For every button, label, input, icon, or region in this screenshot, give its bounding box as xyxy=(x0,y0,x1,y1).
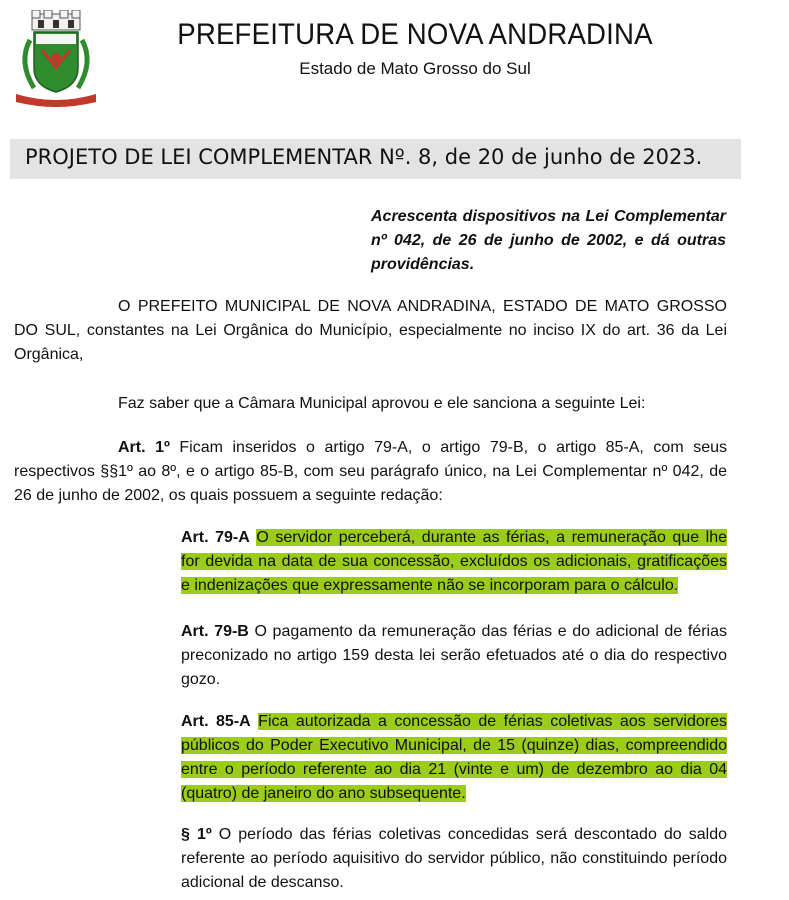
quoted-article-label: § 1º xyxy=(181,826,212,843)
preamble-paragraph xyxy=(14,295,727,367)
quoted-article-text: O pagamento da remuneração das férias e do adicional de férias preconizado no artigo 159 desta lei serão efetuados até o dia do respectivo gozo. xyxy=(181,623,727,688)
quoted-article-85a xyxy=(181,710,727,806)
state-subtitle: Estado de Mato Grosso do Sul xyxy=(299,59,531,78)
quoted-article-79a xyxy=(181,526,727,598)
ementa: Acrescenta dispositivos na Lei Complementar nº 042, de 26 de junho de 2002, e dá outras providências. xyxy=(371,208,726,273)
preamble-text: O PREFEITO MUNICIPAL DE NOVA ANDRADINA, ESTADO DE MATO GROSSO DO SUL, constantes na Lei Orgânica do Município, especialmente no inciso IX do art. 36 da Lei Orgânica, xyxy=(14,298,727,363)
article-1-label: Art. 1º xyxy=(118,439,170,456)
quoted-article-text: Fica autorizada a concessão de férias coletivas aos servidores públicos do Poder Executivo Municipal, de 15 (quinze) dias, compreendido entre o período referente ao dia 21 (vinte e um) de dezembro ao dia 04 (quatro) de janeiro do ano subsequente. xyxy=(181,713,727,802)
coat-of-arms-icon xyxy=(12,10,100,110)
quoted-paragraph-1 xyxy=(181,823,727,895)
quoted-article-label: Art. 79-A xyxy=(181,529,250,546)
quoted-article-text: O período das férias coletivas concedidas será descontado do saldo referente ao período aquisitivo do servidor público, não constituindo período adicional de descanso. xyxy=(181,826,727,891)
municipality-title: PREFEITURA DE NOVA ANDRADINA xyxy=(177,18,653,51)
article-1-paragraph xyxy=(14,436,727,508)
quoted-article-79b xyxy=(181,620,727,692)
quoted-article-label: Art. 79-B xyxy=(181,623,249,640)
quoted-article-label: Art. 85-A xyxy=(181,713,251,730)
coat-of-arms-logo xyxy=(12,10,100,110)
quoted-article-text: O servidor perceberá, durante as férias, a remuneração que lhe for devida na data de sua concessão, excluídos os adicionais, gratificações e indenizações que expressamente não se incorporam para o cálculo. xyxy=(181,529,727,594)
enactment-paragraph xyxy=(14,392,727,416)
enactment-text: Faz saber que a Câmara Municipal aprovou e ele sanciona a seguinte Lei: xyxy=(118,395,646,412)
article-1-text: Ficam inseridos o artigo 79-A, o artigo 79-B, o artigo 85-A, com seus respectivos §§1º ao 8º, e o artigo 85-B, com seu parágrafo único, na Lei Complementar nº 042, de 26 de junho de 2002, os quais possuem a seguinte redação: xyxy=(14,439,727,504)
bill-title: PROJETO DE LEI COMPLEMENTAR Nº. 8, de 20 de junho de 2023. xyxy=(25,145,703,169)
